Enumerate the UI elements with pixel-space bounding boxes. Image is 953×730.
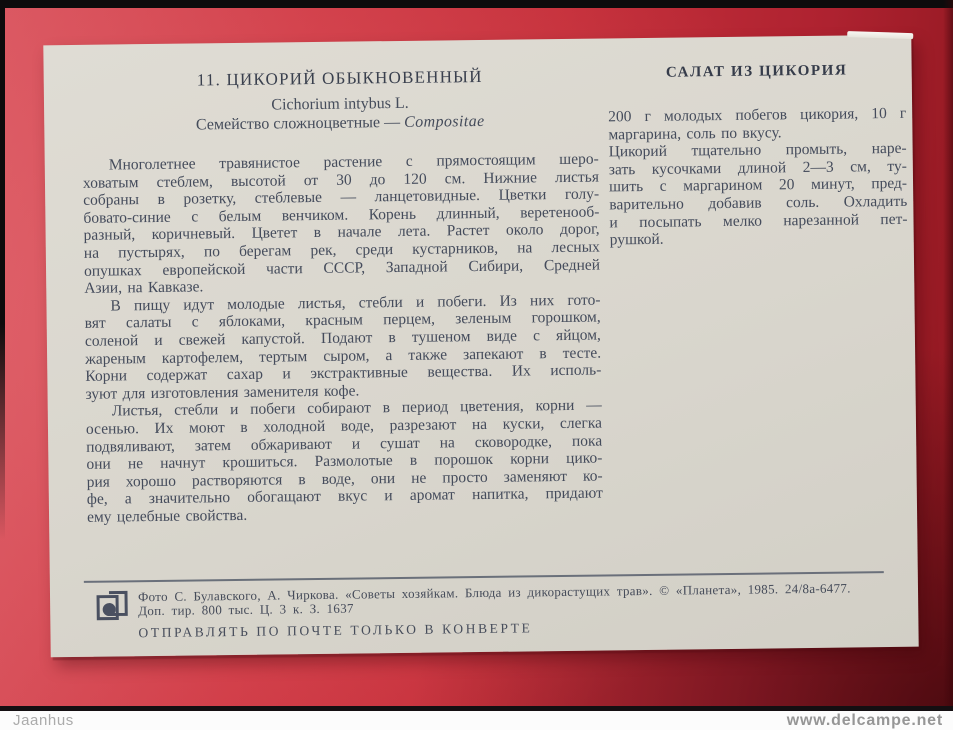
text-line: ему целебные свойства.	[86, 506, 248, 526]
text-line: Листья, стебли и побеги собирают в период цветения, корни —	[111, 396, 602, 420]
watermark-jaanhus: Jaanhus	[13, 712, 74, 729]
text-line: Корни содержат сахар и экстрактивные вещества. Их исполь-	[85, 361, 602, 385]
text-line: Цикорий тщательно промыть, наре-	[608, 139, 907, 161]
text-line: зуют для изготовления заменителя кофе.	[85, 382, 360, 403]
recipe-column	[608, 62, 908, 249]
text-line: разный, коричневый. Цветет в начале лета. Растет около дорог,	[83, 220, 600, 245]
recipe-instructions	[609, 140, 908, 249]
text-line: рушкой.	[609, 230, 664, 249]
text-line: и посыпать мелко нарезанной пет-	[609, 210, 908, 231]
text-line: собраны в розетку, стеблевые — ланцетовидные. Цветки голу-	[83, 185, 600, 210]
recipe-ingredients	[608, 105, 906, 144]
watermark-strip	[0, 711, 953, 730]
text-line: вят салаты с яблоками, красным перцем, зеленым горошком,	[84, 308, 601, 333]
text-line: подвяливают, затем обжаривают и сушат на сковородке, пока	[86, 432, 603, 456]
text-line: зать кусочками длиной 2—3 см, ту-	[608, 157, 907, 179]
text-line: варительно добавив соль. Охладить	[609, 192, 908, 214]
text-line: бовато-синие с белым венчиком. Корень длинный, веретенооб-	[83, 203, 600, 227]
description-paragraph-3	[86, 397, 603, 526]
photo-border-top	[0, 0, 953, 8]
credit-line: Фото С. Булавского, А. Чиркова. «Советы хозяйкам. Блюда из дикорастущих трав». © «Планета», 1985. 24/8а-6477.	[137, 580, 851, 605]
postal-notice: ОТПРАВЛЯТЬ ПО ПОЧТЕ ТОЛЬКО В КОНВЕРТЕ	[138, 620, 533, 641]
text-line: соленой и свежей капустой. Подают в тушеном виде с яйцом,	[84, 326, 601, 350]
recipe-heading: САЛАТ ИЗ ЦИКОРИЯ	[665, 62, 848, 81]
text-line: маргарина, соль по вкусу.	[608, 123, 782, 144]
text-line: Азии, на Кавказе.	[84, 278, 204, 297]
edition-line: Доп. тир. 800 тыс. Ц. 3 к. З. 1637	[138, 600, 354, 618]
photo-border-left	[0, 0, 5, 540]
family-prefix: Семейство сложноцветные —	[195, 113, 405, 134]
imprint-block	[138, 581, 929, 642]
card-title: 11. ЦИКОРИЙ ОБЫКНОВЕННЫЙ	[196, 66, 483, 90]
postcard-back	[43, 35, 918, 658]
text-line: фе, а значительно обогащают вкус и аромат напитка, придают	[86, 484, 603, 509]
latin-name: Cichorium intybus L.	[271, 94, 409, 114]
text-line: шить с маргарином 20 минут, пред-	[608, 175, 908, 196]
description-paragraph-1	[83, 151, 601, 298]
text-line: 200 г молодых побегов цикория, 10 г	[608, 104, 907, 126]
watermark-delcampe: www.delcampe.net	[786, 712, 943, 729]
photo-edge-right-shadow	[943, 0, 953, 711]
text-line: Многолетнее травянистое растение с прямостоящим шеро-	[108, 150, 599, 174]
text-line: рия хорошо растворяются в воде, они не просто заменяют ко-	[86, 467, 603, 491]
text-line: В пищу идут молодые листья, стебли и побеги. Из них гото-	[110, 291, 601, 315]
plant-description-column	[82, 66, 604, 527]
text-line: на пустырях, по берегам рек, среди кустарников, на лесных	[83, 238, 600, 262]
text-line: жареным картофелем, тертым сыром, а также запекают в тесте.	[85, 344, 602, 368]
text-line: ховатым стеблем, высотой от 30 до 120 см. Нижние листья	[82, 168, 600, 192]
text-line: осенью. Их моют в холодной воде, разрезают на куски, слегка	[85, 414, 603, 438]
description-paragraph-2	[84, 291, 601, 403]
text-line: опушках европейской части СССР, Западной Сибири, Средней	[83, 256, 601, 280]
text-line: они не начнут крошиться. Размолотые в порошок корни цико-	[86, 449, 603, 473]
family-latin-italic: Compositae	[404, 112, 485, 131]
card-corner-highlight	[847, 31, 913, 39]
planeta-publisher-logo-icon	[94, 587, 131, 624]
